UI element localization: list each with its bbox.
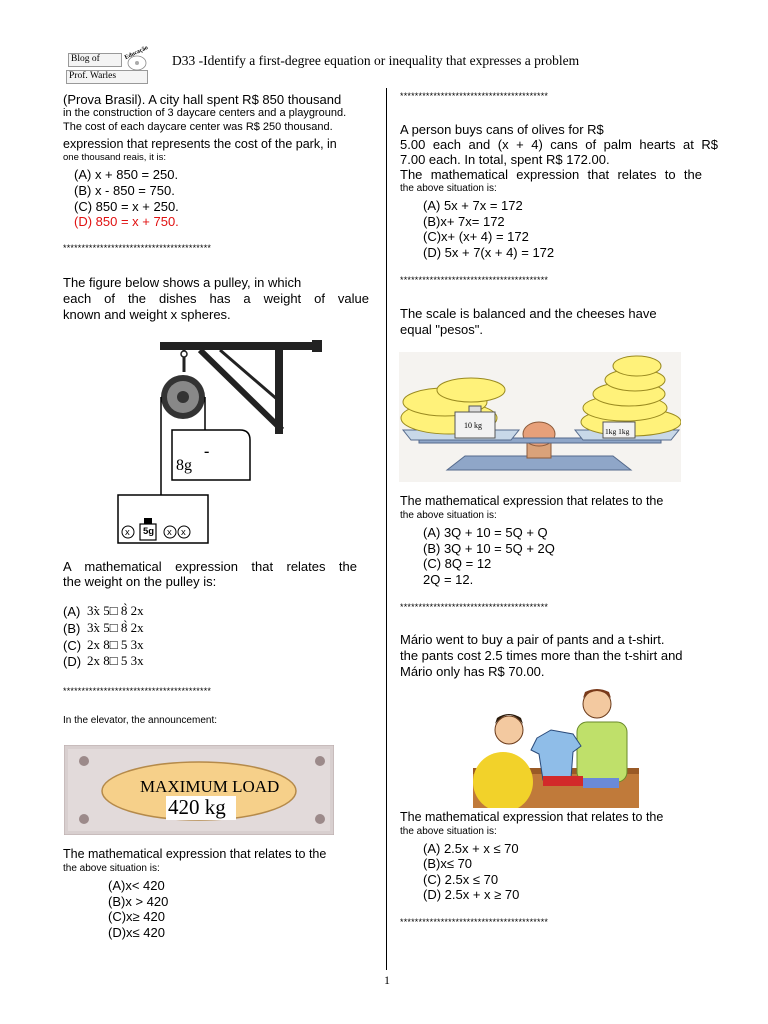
q3-line-1: The mathematical expression that relates to the bbox=[63, 847, 327, 861]
q6-line-1: Mário went to buy a pair of pants and a t-shirt. bbox=[400, 632, 665, 647]
q2-line-2: each of the dishes has a weight of value bbox=[63, 291, 369, 306]
q1-option-a: (A) x + 850 = 250. bbox=[74, 167, 179, 182]
column-divider bbox=[386, 88, 387, 970]
q1-line-4: expression that represents the cost of the park, in bbox=[63, 137, 337, 151]
q5-after-line-1: The mathematical expression that relates to the bbox=[400, 494, 664, 508]
separator: **************************************** bbox=[400, 275, 549, 285]
q2-line-1: The figure below shows a pulley, in which bbox=[63, 275, 302, 290]
q3-option-d: (D)x≤ 420 bbox=[108, 925, 165, 940]
q1-line-3: The cost of each daycare center was R$ 250 thousand. bbox=[63, 121, 333, 133]
sphere-mark: x bbox=[181, 527, 186, 538]
separator: **************************************** bbox=[400, 602, 549, 612]
q1-line-5: one thousand reais, it is: bbox=[63, 152, 166, 163]
scale-right-weights: 1kg 1kg bbox=[605, 427, 630, 436]
pulley-box-mark: - bbox=[204, 443, 210, 460]
q3-option-b: (B)x > 420 bbox=[108, 894, 169, 909]
q5-option-d: 2Q = 12. bbox=[423, 572, 474, 587]
q3-line-2: the above situation is: bbox=[63, 863, 160, 874]
q5-line-1: The scale is balanced and the cheeses have bbox=[400, 306, 657, 321]
q2-option-b-expr: 3x̀ 5□ 8̀ 2x bbox=[87, 620, 144, 635]
q4-option-c: (C)x+ (x+ 4) = 172 bbox=[423, 229, 529, 244]
page-number: 1 bbox=[384, 973, 390, 987]
pulley-bottom-weight: 5g bbox=[143, 526, 155, 537]
q3-option-a: (A)x< 420 bbox=[108, 878, 165, 893]
sphere-mark: x bbox=[167, 527, 172, 538]
q3-intro: In the elevator, the announcement: bbox=[63, 715, 217, 726]
q2-after-line-1: A mathematical expression that relates the bbox=[63, 559, 357, 574]
q6-line-3: Mário only has R$ 70.00. bbox=[400, 664, 545, 679]
q4-line-3: 7.00 each. In total, spent R$ 172.00. bbox=[400, 152, 610, 167]
logo-line2: Prof. Warles bbox=[66, 70, 148, 84]
q4-option-d: (D) 5x + 7(x + 4) = 172 bbox=[423, 245, 555, 260]
separator: **************************************** bbox=[63, 243, 212, 253]
sphere-mark: x bbox=[125, 527, 130, 538]
q4-line-5: the above situation is: bbox=[400, 183, 497, 194]
q2-after-line-2: the weight on the pulley is: bbox=[63, 574, 217, 589]
q1-option-b: (B) x - 850 = 750. bbox=[74, 183, 175, 198]
q4-option-b: (B)x+ 7x= 172 bbox=[423, 214, 505, 229]
q2-line-3: known and weight x spheres. bbox=[63, 307, 231, 322]
q4-option-a: (A) 5x + 7x = 172 bbox=[423, 198, 523, 213]
q1-line-2: in the construction of 3 daycare centers and a playground. bbox=[63, 107, 347, 119]
q1-option-d-correct: (D) 850 = x + 750. bbox=[74, 214, 179, 229]
q5-option-c: (C) 8Q = 12 bbox=[423, 556, 492, 571]
logo-badge-text: Educação bbox=[123, 44, 150, 62]
separator: **************************************** bbox=[63, 686, 212, 696]
q3-option-c: (C)x≥ 420 bbox=[108, 909, 165, 924]
pulley-figure bbox=[110, 330, 330, 550]
sign-line-1: MAXIMUM LOAD bbox=[140, 777, 280, 796]
shopping-illustration bbox=[473, 680, 639, 808]
q1-option-c: (C) 850 = x + 250. bbox=[74, 199, 179, 214]
q5-option-b: (B) 3Q + 10 = 5Q + 2Q bbox=[423, 541, 555, 556]
q2-option-a-expr: 3x̀ 5□ 8̀ 2x bbox=[87, 603, 144, 618]
q2-option-b-letter: (B) bbox=[63, 621, 81, 636]
q2-option-c-expr: 2x 8□ 5 3x bbox=[87, 637, 144, 652]
q6-option-a: (A) 2.5x + x ≤ 70 bbox=[423, 841, 519, 856]
q4-line-2: 5.00 each and (x + 4) cans of palm hearts at R$ bbox=[400, 137, 718, 152]
q2-option-d-letter: (D) bbox=[63, 654, 82, 669]
pulley-box-weight: 8g bbox=[176, 457, 192, 474]
sign-line-2: 420 kg bbox=[168, 795, 226, 819]
q6-after-line-1: The mathematical expression that relates to the bbox=[400, 810, 664, 824]
balance-scale-figure bbox=[399, 352, 681, 482]
q4-line-1: A person buys cans of olives for R$ bbox=[400, 122, 604, 137]
q5-after-line-2: the above situation is: bbox=[400, 510, 497, 521]
q2-option-a-letter: (A) bbox=[63, 604, 81, 619]
blog-logo bbox=[66, 44, 158, 86]
q1-line-1: (Prova Brasil). A city hall spent R$ 850 thousand bbox=[63, 92, 342, 107]
q5-line-2: equal "pesos". bbox=[400, 322, 483, 337]
q4-line-4: The mathematical expression that relates to the bbox=[400, 167, 702, 182]
q2-option-d-expr: 2x 8□ 5 3x bbox=[87, 653, 144, 668]
separator: **************************************** bbox=[400, 91, 549, 101]
q6-option-b: (B)x≤ 70 bbox=[423, 856, 473, 871]
separator: **************************************** bbox=[400, 917, 549, 927]
scale-left-weight: 10 kg bbox=[464, 421, 482, 430]
q6-after-line-2: the above situation is: bbox=[400, 826, 497, 837]
logo-line1: Blog of bbox=[68, 53, 122, 67]
q6-line-2: the pants cost 2.5 times more than the t-shirt and bbox=[400, 648, 683, 663]
page-title: D33 -Identify a first-degree equation or inequality that expresses a problem bbox=[172, 53, 580, 68]
q2-option-c-letter: (C) bbox=[63, 638, 82, 653]
q6-option-d: (D) 2.5x + x ≥ 70 bbox=[423, 887, 520, 902]
q5-option-a: (A) 3Q + 10 = 5Q + Q bbox=[423, 525, 548, 540]
q6-option-c: (C) 2.5x ≤ 70 bbox=[423, 872, 499, 887]
